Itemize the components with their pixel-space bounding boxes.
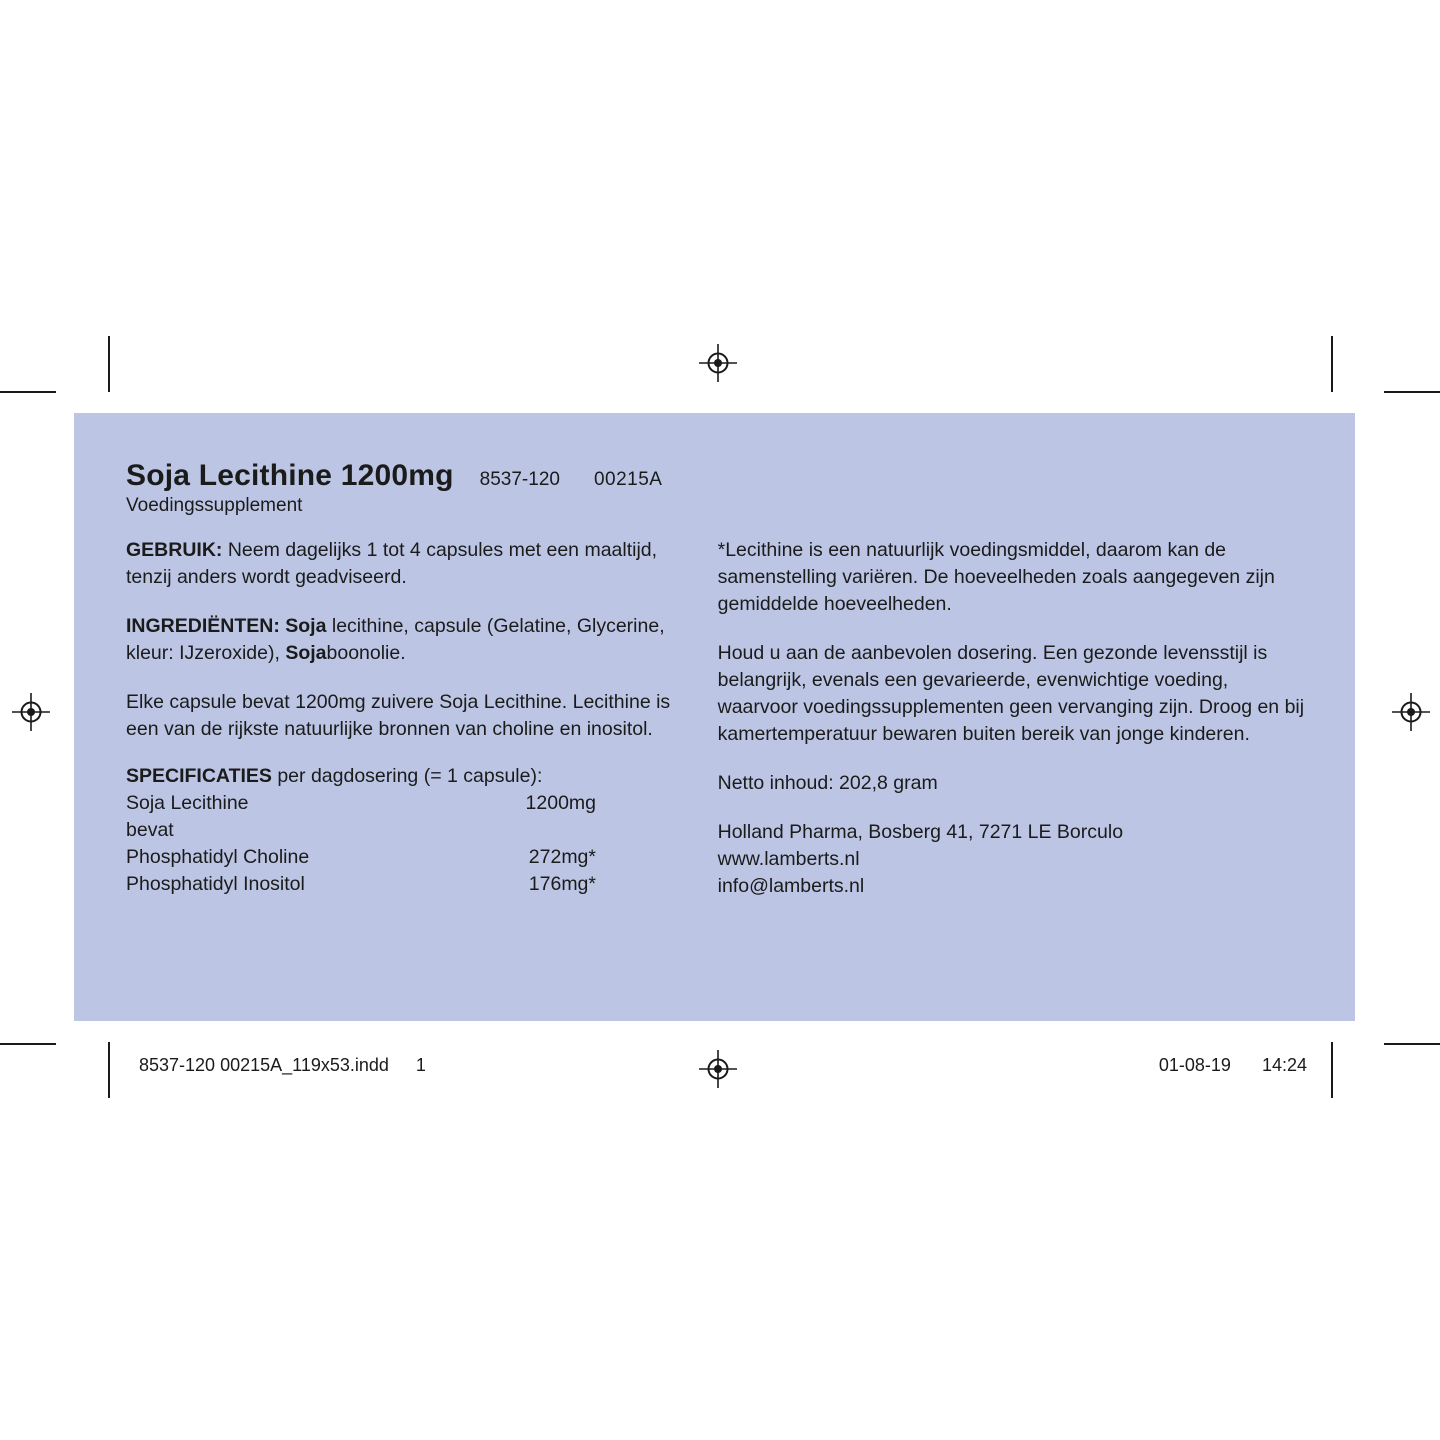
- product-artwork-code: 00215A: [593, 469, 663, 490]
- table-row: [126, 844, 596, 871]
- specifications-table: [126, 790, 596, 898]
- registration-target-top: [699, 344, 737, 382]
- spec-value: 1200mg: [525, 792, 596, 814]
- crop-mark-bottom-right: [1331, 1042, 1333, 1098]
- spec-name: Phosphatidyl Inositol: [126, 873, 305, 895]
- usage-heading: GEBRUIK:: [126, 539, 223, 561]
- company-website: www.lamberts.nl: [717, 848, 860, 870]
- label-columns: [126, 537, 1309, 900]
- table-row: [126, 871, 596, 898]
- spec-value: [446, 817, 596, 844]
- specifications-heading: SPECIFICATIES: [126, 765, 272, 787]
- company-address: Holland Pharma, Bosberg 41, 7271 LE Borculo: [717, 821, 1124, 843]
- company-email: info@lamberts.nl: [717, 875, 865, 897]
- product-label-artwork: [74, 413, 1355, 1021]
- ingredients-soja-bold-2: Soja: [285, 642, 327, 664]
- slug-page-number: 1: [415, 1055, 426, 1075]
- crop-mark-right-bottom: [1384, 1043, 1440, 1045]
- specifications-heading-row: [126, 763, 700, 790]
- net-content-text: Netto inhoud: 202,8 gram: [717, 772, 938, 794]
- slug-timestamp-block: [1159, 1055, 1307, 1076]
- product-title: Soja Lecithine 1200mg: [126, 459, 454, 492]
- spec-value: 176mg*: [528, 873, 596, 895]
- ingredients-text-2: boonolie.: [326, 642, 406, 664]
- label-right-column: [718, 537, 1309, 900]
- specifications-heading-rest: per dagdosering (= 1 capsule):: [271, 765, 543, 787]
- capsule-info-paragraph: Elke capsule bevat 1200mg zuivere Soja Lecithine. Lecithine is een van de rijkste natuurlijke bronnen van choline en inositol.: [126, 691, 671, 740]
- ingredients-heading: INGREDIËNTEN:: [126, 615, 280, 637]
- crop-mark-left-bottom: [0, 1043, 56, 1045]
- crop-mark-bottom-left: [108, 1042, 110, 1098]
- crop-mark-top-left: [108, 336, 110, 392]
- spec-value: 272mg*: [528, 846, 596, 868]
- label-header: [126, 459, 1309, 493]
- slug-filename-block: [139, 1055, 426, 1076]
- label-left-column: [126, 537, 718, 900]
- crop-mark-left-top: [0, 391, 56, 393]
- spec-name: Phosphatidyl Choline: [126, 846, 310, 868]
- registration-target-left: [12, 693, 50, 731]
- product-subtitle: Voedingssupplement: [126, 495, 303, 516]
- usage-paragraph: [126, 537, 700, 591]
- product-sku-code: 8537-120: [479, 469, 560, 490]
- footnote-paragraph: *Lecithine is een natuurlijk voedingsmiddel, daarom kan de samenstelling variëren. De hoeveelheden zoals aangegeven zijn gemiddelde hoeveelheden.: [717, 539, 1275, 615]
- table-row: [126, 817, 596, 844]
- usage-text: Neem dagelijks 1 tot 4 capsules met een maaltijd, tenzij anders wordt geadviseerd.: [126, 539, 658, 588]
- company-block: [718, 819, 1309, 900]
- slug-filename: 8537-120 00215A_119x53.indd: [139, 1055, 389, 1075]
- spec-name: bevat: [126, 819, 174, 841]
- slug-date: 01-08-19: [1158, 1055, 1231, 1075]
- advice-paragraph: Houd u aan de aanbevolen dosering. Een gezonde levensstijl is belangrijk, evenals een gevarieerde, evenwichtige voeding, waarvoor voedingssupplementen geen vervanging zijn. Droog en bij kamertemperatuur bewaren buiten bereik van jonge kinderen.: [717, 642, 1305, 745]
- spec-name: Soja Lecithine: [126, 792, 249, 814]
- ingredients-soja-bold-1: Soja: [285, 615, 327, 637]
- slug-time: 14:24: [1261, 1055, 1307, 1075]
- crop-mark-top-right: [1331, 336, 1333, 392]
- crop-mark-right-top: [1384, 391, 1440, 393]
- registration-target-bottom: [699, 1050, 737, 1088]
- ingredients-paragraph: [126, 613, 700, 667]
- registration-target-right: [1392, 693, 1430, 731]
- ingredients-text-1: lecithine, capsule (Gelatine, Glycerine, kleur: IJzeroxide),: [126, 615, 665, 664]
- table-row: [126, 790, 596, 817]
